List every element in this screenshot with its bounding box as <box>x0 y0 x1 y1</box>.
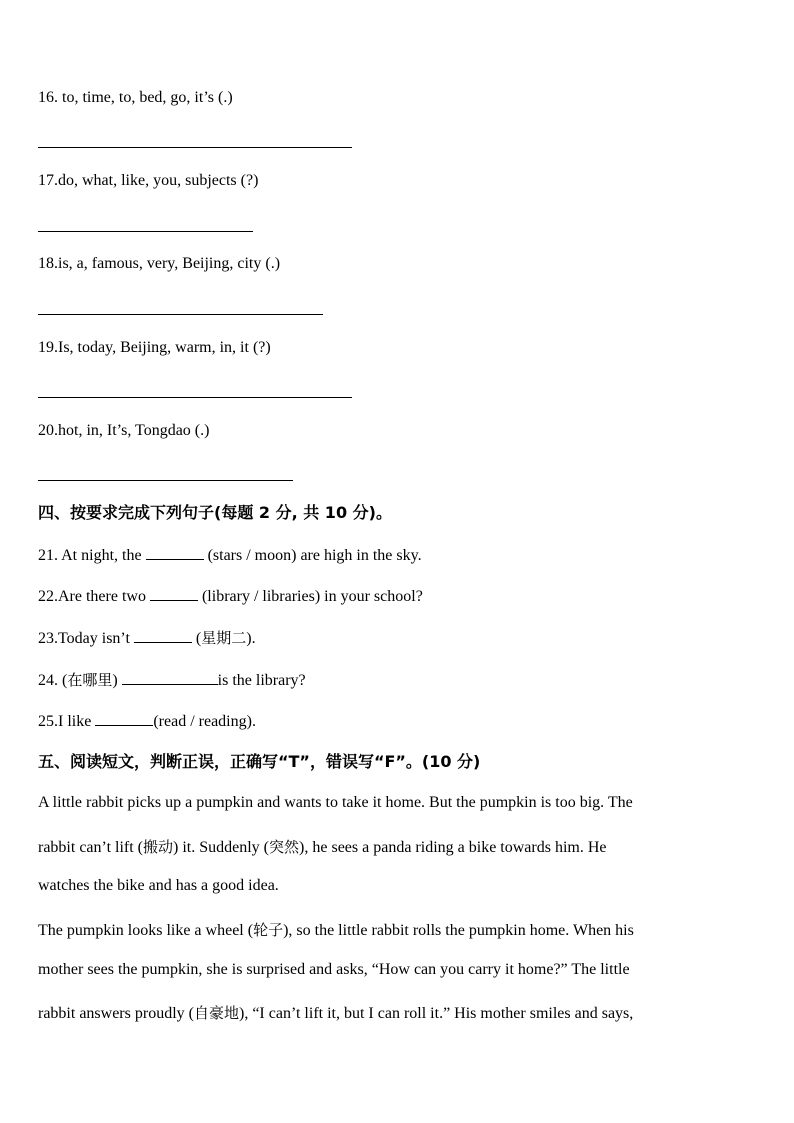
question-24-post: is the library? <box>217 672 306 689</box>
passage-line-6-a: rabbit answers proudly ( <box>38 1005 194 1022</box>
question-22-post: (library / libraries) in your school? <box>197 588 423 605</box>
question-23-chinese: 星期二 <box>201 629 247 647</box>
question-24-blank[interactable] <box>122 670 218 685</box>
passage-line-2 <box>38 836 738 857</box>
question-23-blank[interactable] <box>134 628 192 643</box>
section-4-heading: 四、按要求完成下列句子(每题 2 分, 共 10 分)。 <box>38 503 392 522</box>
passage-line-4-b: ), so the little rabbit rolls the pumpkin home. When his <box>283 922 634 939</box>
question-24-chinese: 在哪里 <box>67 671 113 689</box>
question-23-pre: 23.Today isn’t <box>38 630 134 647</box>
question-18-text: .is, a, famous, very, Beijing, city (.) <box>54 255 281 272</box>
question-24-mid: ) <box>112 672 122 689</box>
question-24 <box>38 670 306 691</box>
question-19 <box>38 338 271 358</box>
section-5-heading: 五、阅读短文，判断正误，正确写“T”，错误写“F”。(10 分) <box>38 752 481 771</box>
passage-gloss-proudly: 自豪地 <box>193 1004 239 1022</box>
question-16 <box>38 88 233 108</box>
question-22 <box>38 586 423 607</box>
question-16-text: . to, time, to, bed, go, it’s (.) <box>54 89 233 106</box>
question-21-blank[interactable] <box>146 545 204 560</box>
question-20-text: .hot, in, It’s, Tongdao (.) <box>54 422 210 439</box>
passage-line-2-a: rabbit can’t lift ( <box>38 839 143 856</box>
question-18 <box>38 254 280 274</box>
question-17-text: .do, what, like, you, subjects (?) <box>54 172 259 189</box>
passage-line-4-a: The pumpkin looks like a wheel ( <box>38 922 254 939</box>
question-22-pre: 22.Are there two <box>38 588 150 605</box>
question-21 <box>38 545 422 566</box>
question-19-text: .Is, today, Beijing, warm, in, it (?) <box>54 339 271 356</box>
passage-gloss-suddenly: 突然 <box>269 838 300 856</box>
answer-line-17[interactable] <box>38 231 253 232</box>
question-20 <box>38 421 209 441</box>
answer-line-19[interactable] <box>38 397 352 398</box>
question-18-number: 18 <box>38 255 54 272</box>
answer-line-16[interactable] <box>38 147 352 148</box>
passage-line-3: watches the bike and has a good idea. <box>38 877 279 894</box>
passage-line-1: A little rabbit picks up a pumpkin and wants to take it home. But the pumpkin is too big. The <box>38 794 633 811</box>
passage-gloss-lift: 搬动 <box>143 838 174 856</box>
question-25-blank[interactable] <box>95 711 153 726</box>
answer-line-18[interactable] <box>38 314 323 315</box>
passage-line-5: mother sees the pumpkin, she is surprised and asks, “How can you carry it home?” The little <box>38 961 630 978</box>
passage-line-6 <box>38 1002 738 1023</box>
question-25-post: (read / reading). <box>153 713 256 730</box>
answer-line-20[interactable] <box>38 480 293 481</box>
question-21-post: (stars / moon) are high in the sky. <box>203 547 422 564</box>
question-23-end: ). <box>246 630 256 647</box>
question-25 <box>38 711 256 732</box>
passage-line-6-b: ), “I can’t lift it, but I can roll it.” His mother smiles and says, <box>238 1005 634 1022</box>
question-23-post: ( <box>191 630 202 647</box>
question-21-pre: 21. At night, the <box>38 547 146 564</box>
question-19-number: 19 <box>38 339 54 356</box>
question-17-number: 17 <box>38 172 54 189</box>
question-23 <box>38 628 256 649</box>
passage-line-2-c: ), he sees a panda riding a bike towards him. He <box>299 839 607 856</box>
passage-gloss-wheel: 轮子 <box>253 921 284 939</box>
question-16-number: 16 <box>38 89 54 106</box>
passage-line-4 <box>38 919 738 940</box>
question-17 <box>38 171 258 191</box>
question-22-blank[interactable] <box>150 586 198 601</box>
question-25-pre: 25.I like <box>38 713 96 730</box>
question-20-number: 20 <box>38 422 54 439</box>
question-24-pre: 24. ( <box>38 672 68 689</box>
passage-line-2-b: ) it. Suddenly ( <box>173 839 270 856</box>
